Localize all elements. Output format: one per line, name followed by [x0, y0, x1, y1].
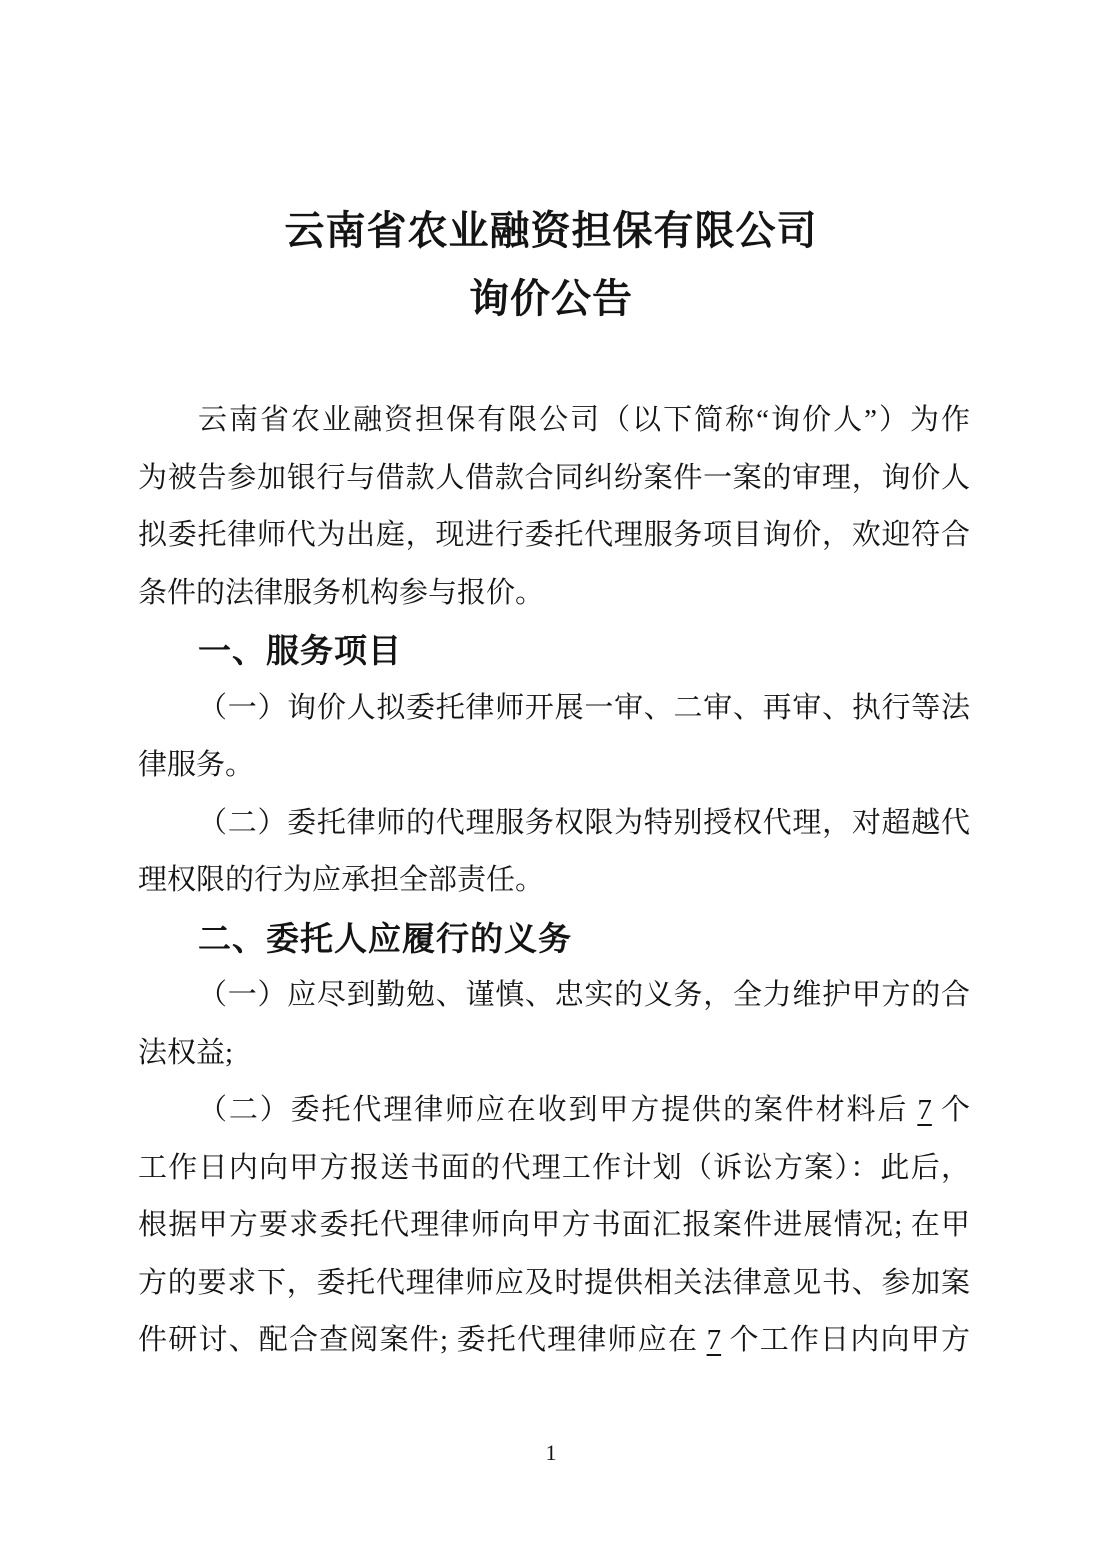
text-segment: 件研讨、配合查阅案件; 委托代理律师应在	[138, 1324, 707, 1356]
text-line	[138, 1312, 970, 1370]
section-heading	[138, 622, 970, 680]
text-segment: 方的要求下，委托代理律师应及时提供相关法律意见书、参加案	[138, 1266, 970, 1299]
text-segment: （一）询价人拟委托律师开展一审、二审、再审、执行等法	[198, 691, 970, 724]
text-line	[138, 1082, 970, 1140]
document-subtitle: 询价公告	[469, 277, 633, 321]
text-segment: 理权限的行为应承担全部责任。	[138, 864, 545, 896]
document-title: 云南省农业融资担保有限公司	[284, 209, 818, 253]
text-line	[138, 795, 970, 853]
section-heading	[138, 910, 970, 968]
text-line	[138, 967, 970, 1025]
page-number: 1	[545, 1440, 557, 1465]
text-segment: 拟委托律师代为出庭，现进行委托代理服务项目询价，欢迎符合	[138, 519, 970, 551]
document-body	[138, 392, 970, 1370]
text-segment: 为被告参加银行与借款人借款合同纠纷案件一案的审理，询价人	[138, 461, 970, 494]
text-line	[138, 1025, 970, 1083]
underlined-value: 7	[917, 1094, 932, 1126]
text-segment: 根据甲方要求委托代理律师向甲方书面汇报案件进展情况; 在甲	[138, 1209, 970, 1241]
text-line	[138, 392, 970, 450]
text-segment: 条件的法律服务机构参与报价。	[138, 576, 545, 609]
text-segment: （一）应尽到勤勉、谨慎、忠实的义务，全力维护甲方的合	[198, 979, 970, 1011]
text-segment: （二）委托律师的代理服务权限为特别授权代理，对超越代	[198, 806, 970, 839]
text-segment: 个工作日内向甲方	[721, 1324, 970, 1356]
text-segment: 律服务。	[138, 749, 255, 781]
text-segment: 工作日内向甲方报送书面的代理工作计划（诉讼方案）：此后，	[138, 1151, 970, 1184]
text-segment: 二、委托人应履行的义务	[198, 919, 572, 957]
text-segment: 一、服务项目	[198, 632, 402, 669]
text-segment: 法权益;	[138, 1036, 234, 1069]
text-line	[138, 1140, 970, 1198]
text-line	[138, 737, 970, 795]
text-line	[138, 507, 970, 565]
text-segment: 个	[931, 1094, 970, 1126]
underlined-value: 7	[706, 1324, 722, 1356]
text-segment: 云南省农业融资担保有限公司（以下简称“询价人”）为作	[198, 404, 970, 436]
text-line	[138, 852, 970, 910]
text-segment: （二）委托代理律师应在收到甲方提供的案件材料后	[198, 1094, 918, 1126]
text-line	[138, 1197, 970, 1255]
text-line	[138, 1255, 970, 1313]
text-line	[138, 680, 970, 738]
text-line	[138, 565, 970, 623]
text-line	[138, 450, 970, 508]
